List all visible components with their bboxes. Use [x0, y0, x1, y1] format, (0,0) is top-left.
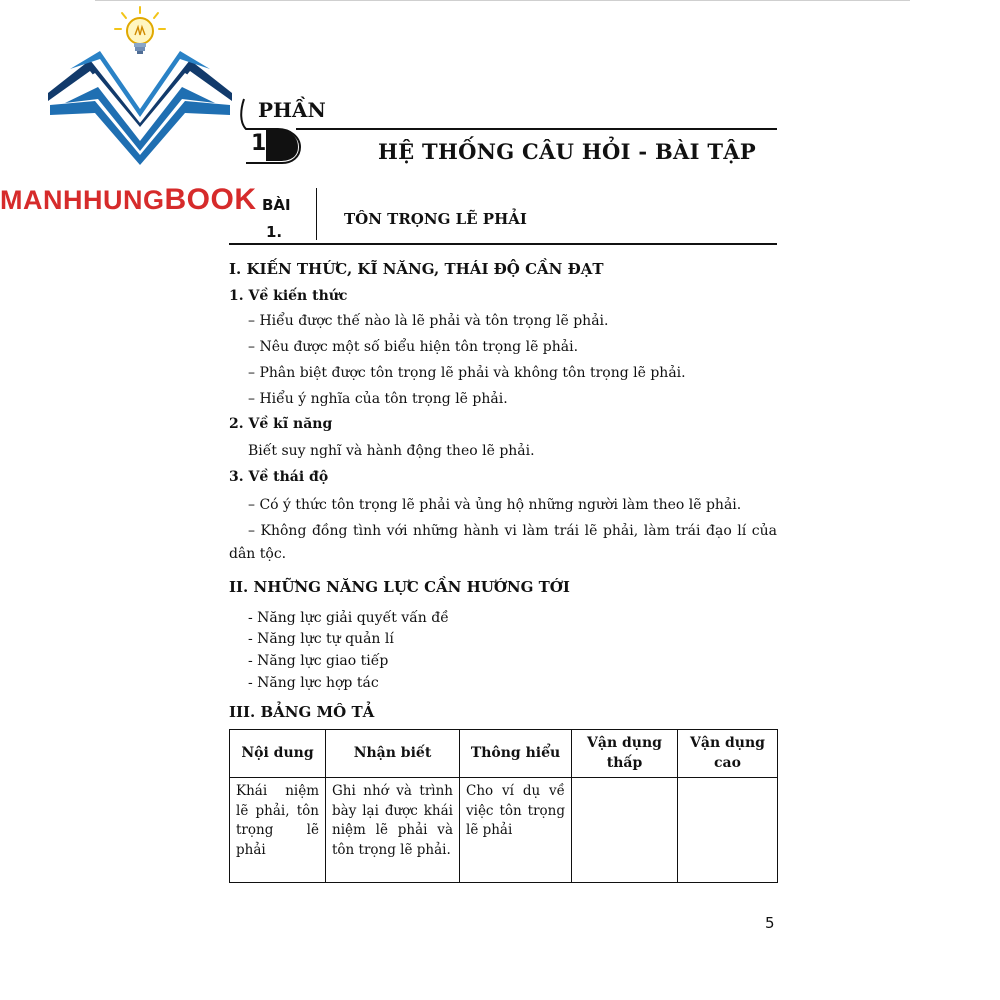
skills-text: Biết suy nghĩ và hành động theo lẽ phải. — [248, 443, 535, 459]
page-number: 5 — [765, 914, 775, 932]
lesson-word: BÀI — [262, 196, 291, 214]
table-row — [230, 778, 778, 883]
attitude-item: – Có ý thức tôn trọng lẽ phải và ủng hộ những người làm theo lẽ phải. — [248, 497, 742, 513]
competency-item: - Năng lực tự quản lí — [248, 631, 394, 647]
table-cell: Cho ví dụ về việc tôn trọng lẽ phải — [460, 778, 572, 883]
table-cell: Ghi nhớ và trình bày lại được khái niệm lẽ phải và tôn trọng lẽ phải. — [326, 778, 460, 883]
table-header-row — [230, 730, 778, 778]
attitude-item: – Không đồng tình với những hành vi làm trái lẽ phải, làm trái đạo lí của — [248, 523, 777, 539]
competency-item: - Năng lực giải quyết vấn đề — [248, 610, 449, 626]
attitude-item-continued: dân tộc. — [229, 546, 287, 562]
brand-name-part2: BOOK — [164, 183, 257, 216]
lesson-rule — [229, 243, 777, 245]
knowledge-item: – Hiểu được thế nào là lẽ phải và tôn trọng lẽ phải. — [248, 313, 609, 329]
knowledge-item: – Nêu được một số biểu hiện tôn trọng lẽ phải. — [248, 339, 579, 355]
section1-heading: I. KIẾN THỨC, KĨ NĂNG, THÁI ĐỘ CẦN ĐẠT — [229, 260, 604, 278]
knowledge-heading: 1. Về kiến thức — [229, 288, 348, 304]
skills-heading: 2. Về kĩ năng — [229, 416, 333, 432]
lightbulb-icon — [115, 7, 165, 54]
description-table — [229, 729, 778, 883]
table-cell: Khái niệm lẽ phải, tôn trọng lẽ phải — [230, 778, 326, 883]
table-header-cell: Nhận biết — [326, 730, 460, 778]
competency-item: - Năng lực hợp tác — [248, 675, 379, 691]
table-cell — [572, 778, 678, 883]
competency-item: - Năng lực giao tiếp — [248, 653, 389, 669]
part-label: PHẦN — [258, 98, 326, 122]
section3-heading: III. BẢNG MÔ TẢ — [229, 703, 375, 721]
table-header-cell: Vận dụng cao — [678, 730, 778, 778]
knowledge-item: – Hiểu ý nghĩa của tôn trọng lẽ phải. — [248, 391, 508, 407]
table-header-cell: Thông hiểu — [460, 730, 572, 778]
knowledge-item: – Phân biệt được tôn trọng lẽ phải và không tôn trọng lẽ phải. — [248, 365, 686, 381]
section2-heading: II. NHỮNG NĂNG LỰC CẦN HƯỚNG TỚI — [229, 578, 570, 596]
brand-name — [0, 183, 256, 217]
table-cell — [678, 778, 778, 883]
brand-name-part1: MANHHUNG — [0, 185, 165, 215]
top-divider — [95, 0, 910, 1]
table-header-cell: Vận dụng thấp — [572, 730, 678, 778]
lesson-title: TÔN TRỌNG LẼ PHẢI — [344, 210, 527, 228]
part-title: HỆ THỐNG CÂU HỎI - BÀI TẬP — [378, 139, 756, 164]
part-rule — [296, 128, 777, 130]
table-header-cell: Nội dung — [230, 730, 326, 778]
part-number: 1 — [251, 131, 267, 156]
lesson-number: 1. — [266, 223, 283, 241]
attitude-heading: 3. Về thái độ — [229, 469, 329, 485]
